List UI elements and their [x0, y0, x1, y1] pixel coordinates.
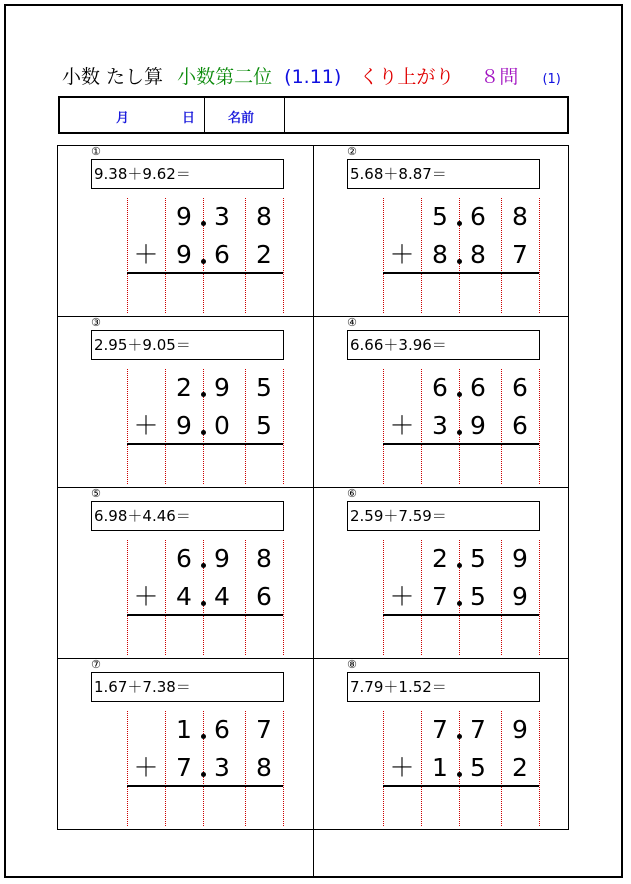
- decimal-point: [201, 563, 206, 568]
- addend-digit: 1: [432, 753, 448, 782]
- day-label: 日: [182, 111, 196, 126]
- answer-area[interactable]: [421, 618, 539, 654]
- problem-number: ③: [91, 316, 101, 329]
- addend-digit: 9: [470, 411, 486, 440]
- problem-equation: 9.38＋9.62＝: [91, 159, 284, 189]
- title-sheet-number: (1): [542, 72, 561, 87]
- addend-digit: 2: [176, 373, 192, 402]
- problem-equation: 2.59＋7.59＝: [347, 501, 540, 531]
- addend-digit: 7: [470, 715, 486, 744]
- answer-area[interactable]: [165, 447, 283, 483]
- plus-sign: ＋: [389, 582, 415, 611]
- problem-number: ④: [347, 316, 357, 329]
- bottom-divider: [313, 830, 314, 878]
- problem-number: ①: [91, 145, 101, 158]
- sum-line: [127, 614, 283, 616]
- addend-digit: 5: [256, 411, 272, 440]
- addend-digit: 6: [432, 373, 448, 402]
- answer-area[interactable]: [165, 618, 283, 654]
- decimal-point: [457, 772, 462, 777]
- column-guide-line: [283, 540, 284, 655]
- problem-grid: [57, 145, 569, 830]
- plus-sign: ＋: [389, 753, 415, 782]
- column-guide-line: [539, 540, 540, 655]
- sum-line: [383, 272, 539, 274]
- addend-digit: 6: [512, 411, 528, 440]
- addend-digit: 3: [432, 411, 448, 440]
- addend-digit: 9: [214, 544, 230, 573]
- plus-sign: ＋: [389, 411, 415, 440]
- problem-equation: 6.66＋3.96＝: [347, 330, 540, 360]
- problem-equation: 2.95＋9.05＝: [91, 330, 284, 360]
- addend-digit: 7: [432, 715, 448, 744]
- sum-line: [127, 785, 283, 787]
- addend-digit: 7: [432, 582, 448, 611]
- addend-digit: 6: [470, 373, 486, 402]
- addend-digit: 9: [176, 202, 192, 231]
- addend-digit: 8: [256, 753, 272, 782]
- title-count: ８問: [480, 66, 519, 88]
- plus-sign: ＋: [133, 240, 159, 269]
- title-level: 小数第二位: [177, 66, 273, 88]
- decimal-point: [457, 221, 462, 226]
- decimal-point: [201, 430, 206, 435]
- problem-cell: [314, 317, 570, 488]
- addend-digit: 2: [432, 544, 448, 573]
- addend-digit: 6: [214, 240, 230, 269]
- answer-area[interactable]: [421, 447, 539, 483]
- addend-digit: 9: [512, 715, 528, 744]
- problem-number: ⑥: [347, 487, 357, 500]
- addend-digit: 5: [470, 582, 486, 611]
- problem-cell: [314, 659, 570, 830]
- column-guide-line: [539, 198, 540, 313]
- name-separator: [284, 98, 285, 132]
- answer-area[interactable]: [421, 276, 539, 312]
- addend-digit: 4: [176, 582, 192, 611]
- addend-digit: 6: [512, 373, 528, 402]
- addend-digit: 5: [470, 753, 486, 782]
- addend-digit: 5: [432, 202, 448, 231]
- addend-digit: 9: [214, 373, 230, 402]
- addend-digit: 4: [214, 582, 230, 611]
- decimal-point: [457, 601, 462, 606]
- decimal-point: [201, 392, 206, 397]
- addend-digit: 0: [214, 411, 230, 440]
- date-separator: [204, 98, 205, 132]
- addend-digit: 9: [512, 582, 528, 611]
- problem-number: ②: [347, 145, 357, 158]
- worksheet-title: [62, 62, 573, 92]
- problem-number: ⑤: [91, 487, 101, 500]
- decimal-point: [457, 392, 462, 397]
- addend-digit: 6: [470, 202, 486, 231]
- name-field[interactable]: [286, 98, 567, 132]
- addend-digit: 7: [512, 240, 528, 269]
- addend-digit: 9: [176, 240, 192, 269]
- date-name-box: [58, 96, 569, 134]
- decimal-point: [457, 563, 462, 568]
- name-label: 名前: [228, 111, 255, 126]
- decimal-point: [457, 259, 462, 264]
- addend-digit: 3: [214, 753, 230, 782]
- plus-sign: ＋: [133, 582, 159, 611]
- answer-area[interactable]: [165, 789, 283, 825]
- addend-digit: 6: [256, 582, 272, 611]
- answer-area[interactable]: [421, 789, 539, 825]
- addend-digit: 2: [256, 240, 272, 269]
- addend-digit: 7: [176, 753, 192, 782]
- title-carry: くり上がり: [359, 66, 455, 88]
- column-guide-line: [283, 369, 284, 484]
- sum-line: [127, 272, 283, 274]
- problem-number: ⑧: [347, 658, 357, 671]
- problem-cell: [58, 488, 314, 659]
- sum-line: [383, 785, 539, 787]
- problem-cell: [58, 659, 314, 830]
- problem-equation: 5.68＋8.87＝: [347, 159, 540, 189]
- sum-line: [383, 443, 539, 445]
- addend-digit: 3: [214, 202, 230, 231]
- decimal-point: [457, 430, 462, 435]
- problem-cell: [314, 146, 570, 317]
- addend-digit: 1: [176, 715, 192, 744]
- decimal-point: [457, 734, 462, 739]
- column-guide-line: [539, 369, 540, 484]
- decimal-point: [201, 221, 206, 226]
- addend-digit: 8: [470, 240, 486, 269]
- addend-digit: 8: [256, 202, 272, 231]
- addend-digit: 6: [176, 544, 192, 573]
- decimal-point: [201, 734, 206, 739]
- decimal-point: [201, 772, 206, 777]
- plus-sign: ＋: [133, 411, 159, 440]
- sum-line: [383, 614, 539, 616]
- problem-equation: 7.79＋1.52＝: [347, 672, 540, 702]
- column-guide-line: [539, 711, 540, 826]
- problem-cell: [314, 488, 570, 659]
- addend-digit: 5: [256, 373, 272, 402]
- problem-equation: 1.67＋7.38＝: [91, 672, 284, 702]
- addend-digit: 8: [256, 544, 272, 573]
- problem-cell: [58, 146, 314, 317]
- addend-digit: 8: [432, 240, 448, 269]
- title-topic: 小数 たし算: [62, 66, 164, 88]
- decimal-point: [201, 601, 206, 606]
- decimal-point: [201, 259, 206, 264]
- problem-cell: [58, 317, 314, 488]
- addend-digit: 6: [214, 715, 230, 744]
- addend-digit: 9: [176, 411, 192, 440]
- title-code: (1.11): [284, 66, 342, 88]
- addend-digit: 5: [470, 544, 486, 573]
- problem-equation: 6.98＋4.46＝: [91, 501, 284, 531]
- answer-area[interactable]: [165, 276, 283, 312]
- column-guide-line: [283, 198, 284, 313]
- addend-digit: 8: [512, 202, 528, 231]
- plus-sign: ＋: [133, 753, 159, 782]
- column-guide-line: [283, 711, 284, 826]
- addend-digit: 9: [512, 544, 528, 573]
- addend-digit: 2: [512, 753, 528, 782]
- addend-digit: 7: [256, 715, 272, 744]
- problem-number: ⑦: [91, 658, 101, 671]
- sum-line: [127, 443, 283, 445]
- plus-sign: ＋: [389, 240, 415, 269]
- month-label: 月: [116, 111, 130, 126]
